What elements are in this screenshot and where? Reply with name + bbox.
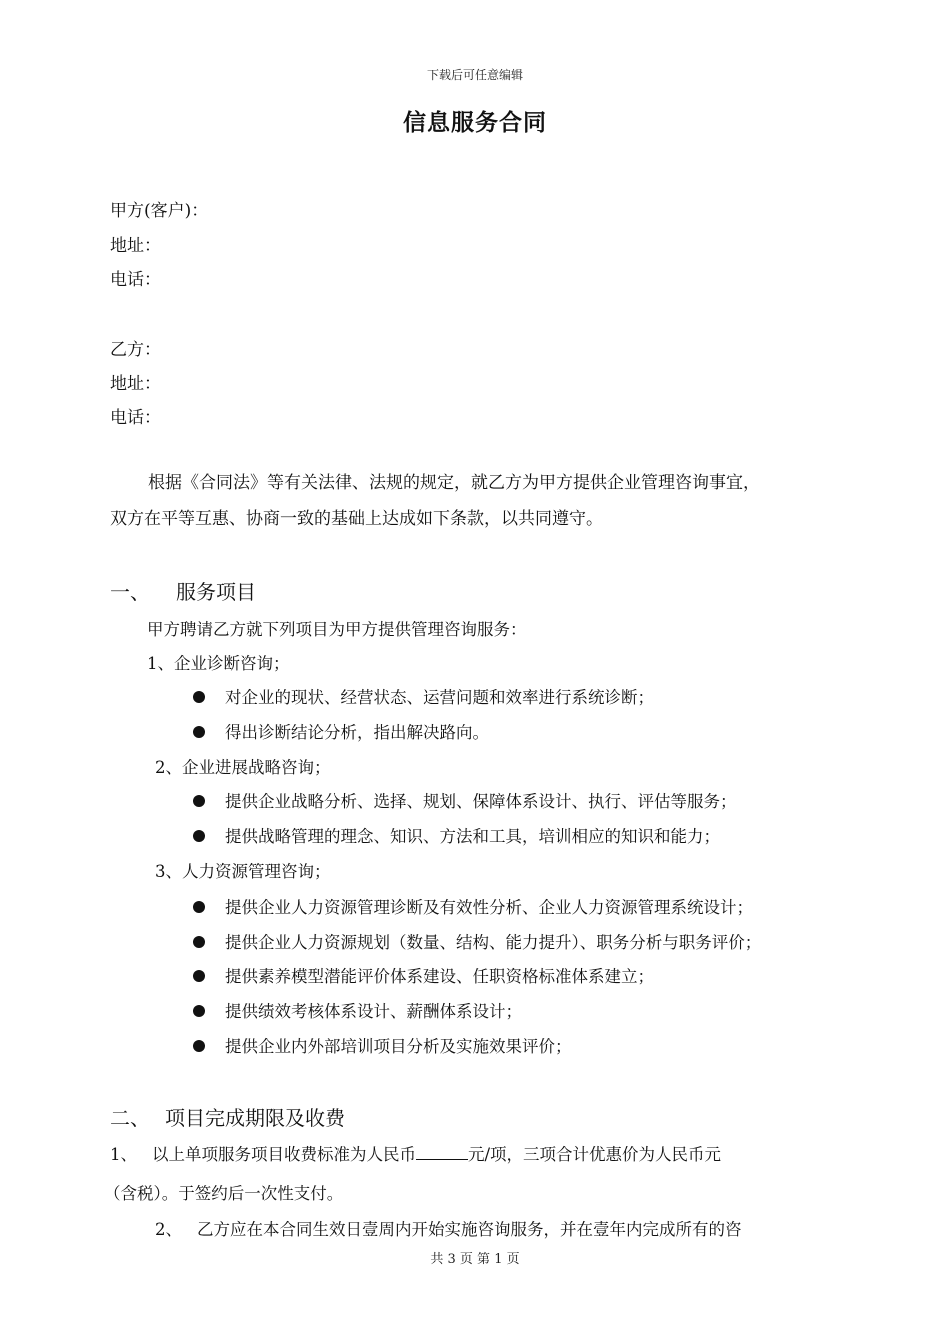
list-item: 提供企业内外部培训项目分析及实施效果评价；: [193, 1033, 572, 1057]
clause-1-number: 1、: [110, 1145, 137, 1164]
list-item: 提供绩效考核体系设计、薪酬体系设计；: [193, 998, 522, 1022]
section-1-lead: 甲方聘请乙方就下列项目为甲方提供管理咨询服务：: [147, 620, 527, 639]
section-2-heading: [110, 1102, 345, 1131]
section-1-title: 服务项目: [176, 580, 256, 604]
party-b-phone-label: 电话：: [110, 408, 161, 428]
list-item: 提供企业人力资源规划（数量、结构、能力提升）、职务分析与职务评价；: [193, 929, 761, 953]
party-b-address-label: 地址：: [110, 374, 161, 394]
page-footer: 共 3 页 第 1 页: [430, 1252, 520, 1267]
intro-paragraph: [110, 465, 845, 537]
section-1-number: 一、: [110, 580, 150, 604]
bullet-icon: [193, 936, 205, 948]
intro-line-1: 根据《合同法》等有关法律、法规的规定，就乙方为甲方提供企业管理咨询事宜，: [148, 473, 760, 493]
bullet-icon: [193, 901, 205, 913]
header-note: 下载后可任意编辑: [426, 68, 523, 82]
list-item: 提供企业战略分析、选择、规划、保障体系设计、执行、评估等服务；: [193, 788, 737, 812]
clause-2-line-1: 2、 乙方应在本合同生效日壹周内开始实施咨询服务，并在壹年内完成所有的咨: [155, 1216, 742, 1240]
party-b-label: 乙方：: [110, 340, 161, 360]
item-2-heading: 2、企业进展战略咨询；: [155, 758, 331, 777]
bullet-icon: [193, 830, 205, 842]
section-2-number: 二、: [110, 1106, 150, 1130]
bullet-icon: [193, 970, 205, 982]
bullet-icon: [193, 1040, 205, 1052]
clause-1-line-2: （含税）。于签约后一次性支付。: [104, 1184, 344, 1203]
section-2-title: 项目完成期限及收费: [165, 1106, 345, 1130]
list-item: 提供战略管理的理念、知识、方法和工具，培训相应的知识和能力；: [193, 823, 720, 847]
document-title: 信息服务合同: [403, 109, 547, 136]
section-1-heading: [110, 576, 256, 605]
clause-2-number: 2、: [155, 1220, 182, 1239]
clause-1-line-1: 1、 以上单项服务项目收费标准为人民币 元/项，三项合计优惠价为人民币元: [110, 1141, 721, 1165]
list-item: 对企业的现状、经营状态、运营问题和效率进行系统诊断；: [193, 684, 654, 708]
party-a-address-label: 地址：: [110, 236, 161, 256]
item-1-heading: 1、企业诊断咨询；: [147, 654, 290, 673]
item-3-heading: 3、人力资源管理咨询；: [155, 862, 331, 881]
fee-blank: [416, 1145, 468, 1160]
bullet-icon: [193, 795, 205, 807]
party-a-label: 甲方(客户)：: [110, 201, 209, 221]
list-item: 提供企业人力资源管理诊断及有效性分析、企业人力资源管理系统设计；: [193, 894, 753, 918]
intro-line-2: 双方在平等互惠、协商一致的基础上达成如下条款，以共同遵守。: [110, 509, 603, 529]
bullet-icon: [193, 691, 205, 703]
bullet-icon: [193, 1005, 205, 1017]
bullet-icon: [193, 726, 205, 738]
list-item: 得出诊断结论分析，指出解决路向。: [193, 719, 489, 743]
party-a-phone-label: 电话：: [110, 270, 161, 290]
list-item: 提供素养模型潜能评价体系建设、任职资格标准体系建立；: [193, 963, 654, 987]
